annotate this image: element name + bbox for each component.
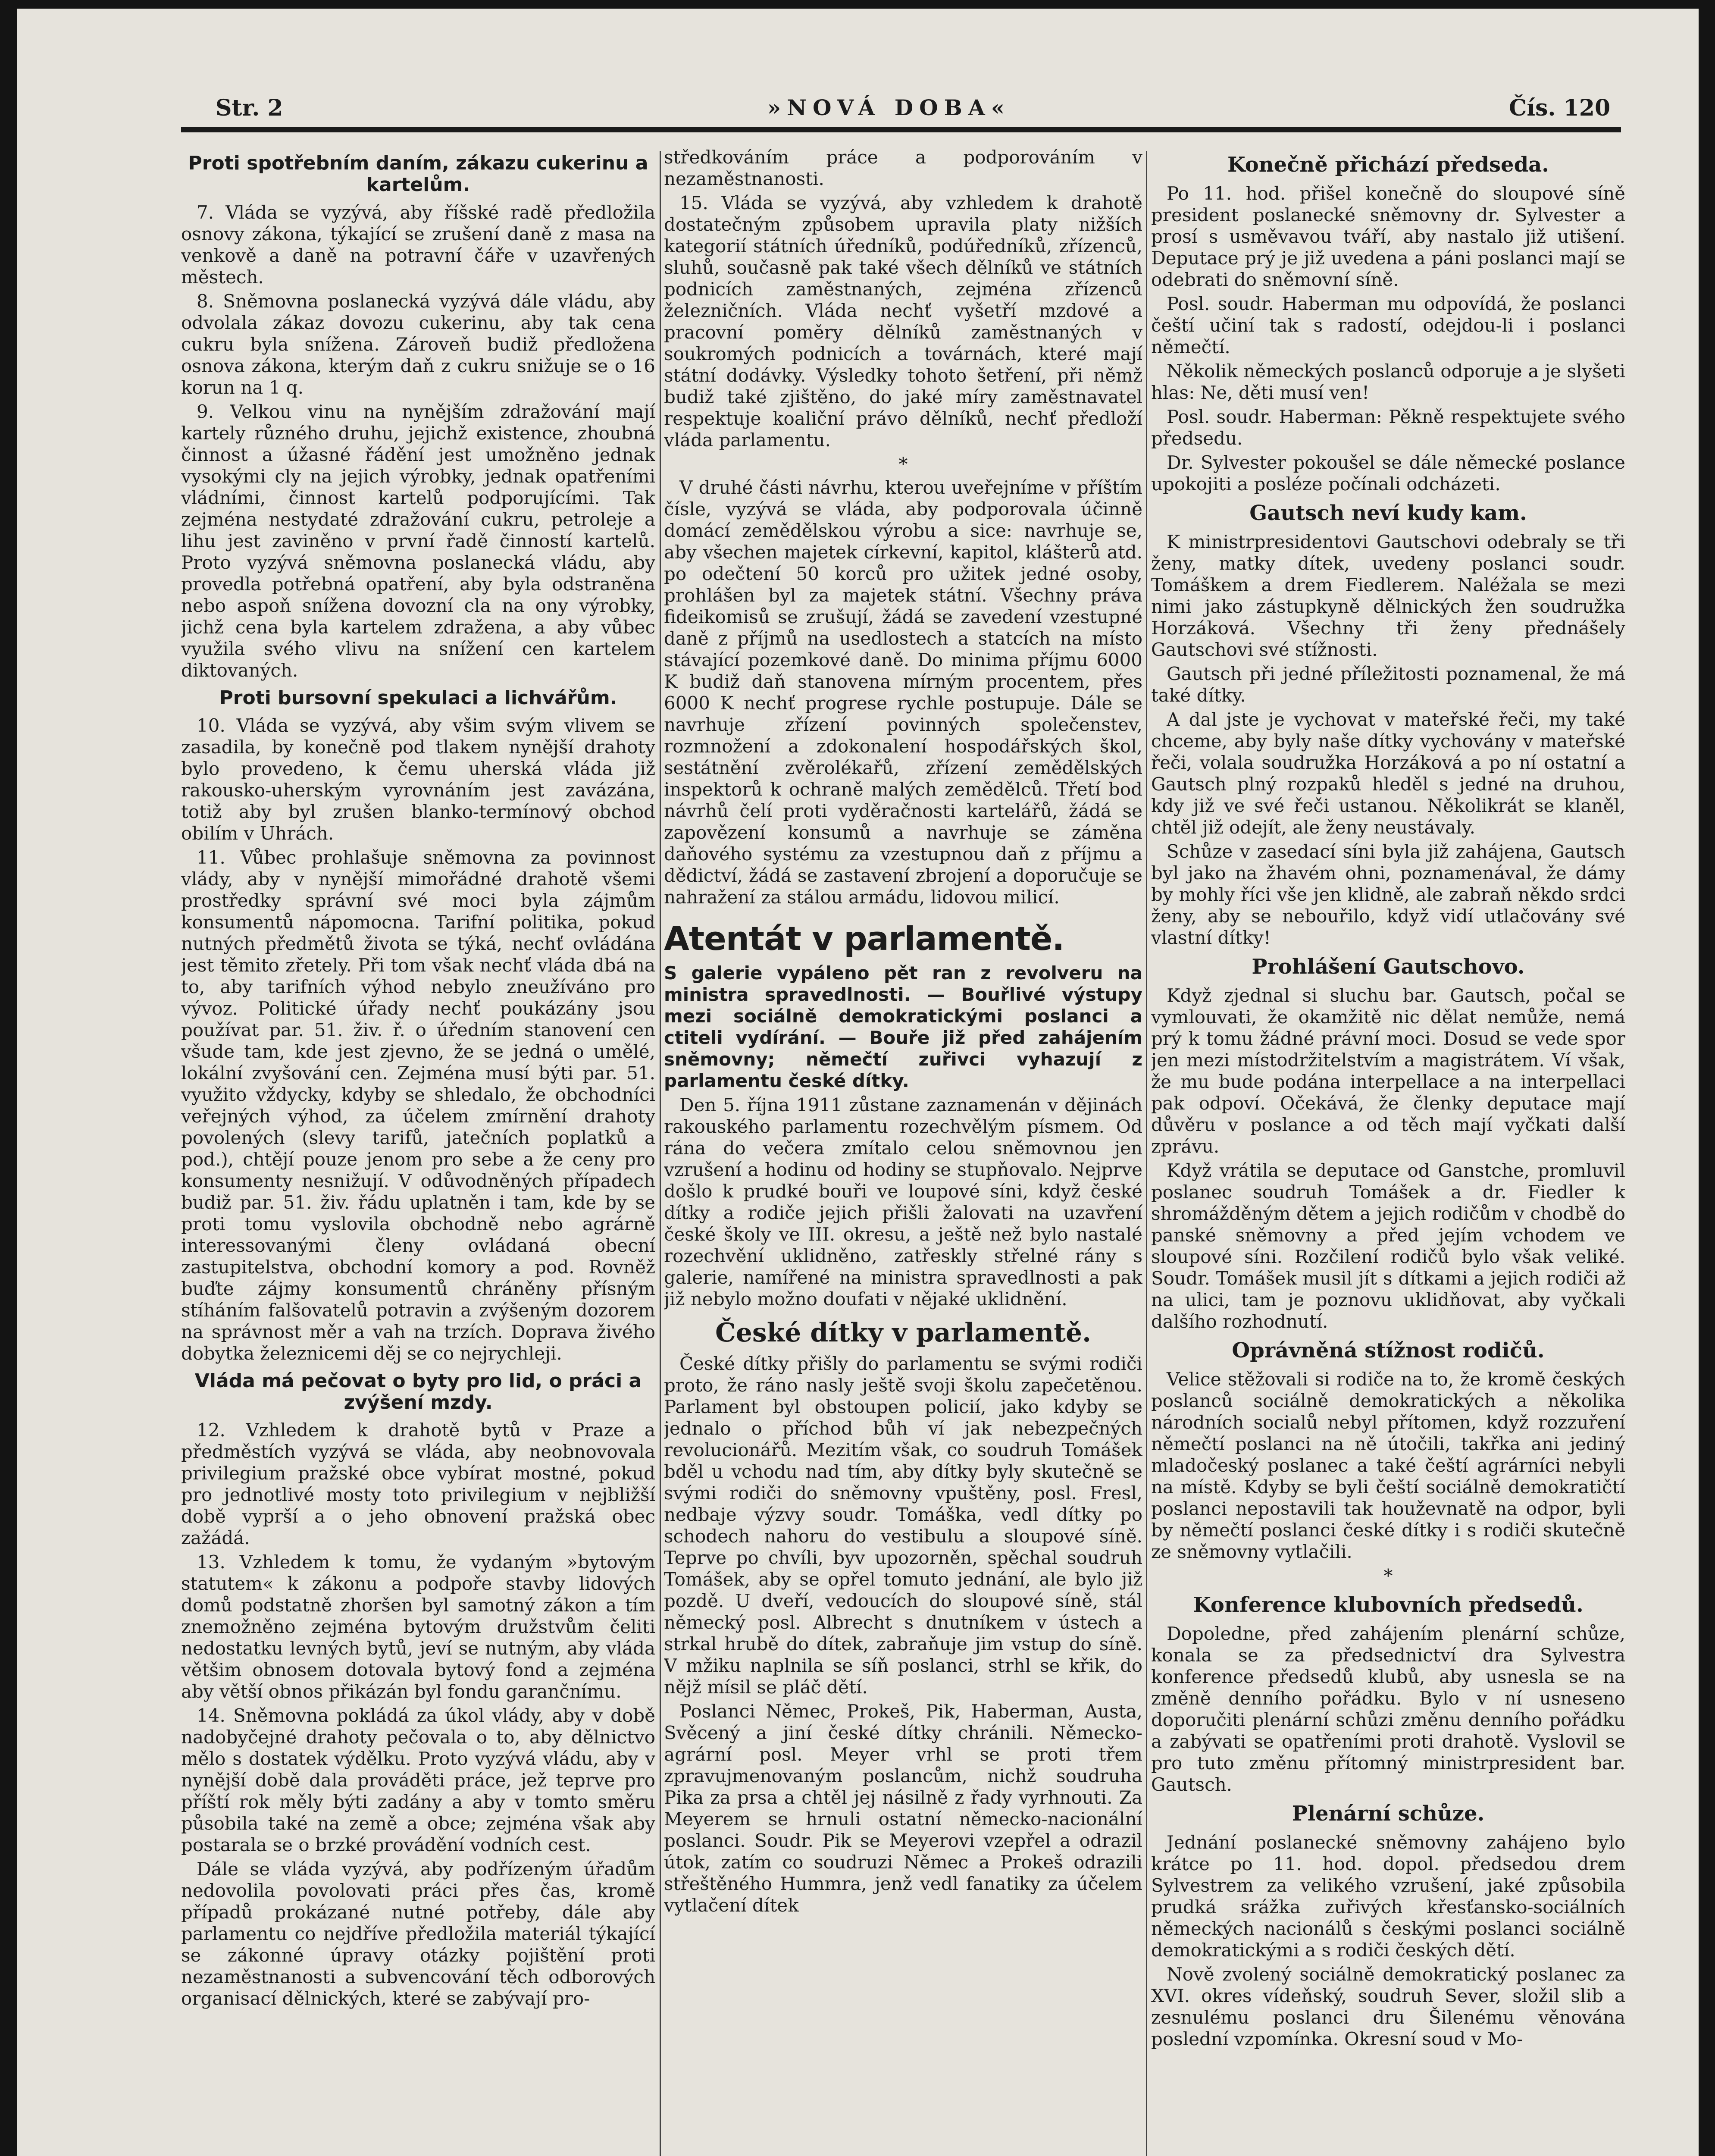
section-heading: Oprávněná stížnost rodičů. — [1232, 1338, 1545, 1363]
page-number: Str. 2 — [216, 95, 283, 121]
paragraph: K ministrpresidentovi Gautschovi odebraly se tři ženy, matky dítek, uvedeny poslanci soudr. Tomáškem a drem Fiedlerem. Naléžala se mezi nimi jako zástupkyně dělnických žen soudružka Horzáková. Všechny tři ženy přednášely Gautschovi své stížnosti. — [1151, 531, 1625, 660]
section-heading: Proti spotřebním daním, zákazu cukerinu a kartelům. — [188, 152, 648, 196]
column-2 — [664, 147, 1142, 2156]
paragraph: 13. Vzhledem k tomu, že vydaným »bytovým statutem« k zákonu a podpoře stavby lidových domů podstatně zhoršen byl samotný zákon a tím znemožněno zejména bytovým družstvům čeliti nedostatku levných bytů, jeví se nutným, aby vláda většim obnosem dotovala bytový fond a zejména aby větší obnos přikázán byl fondu garančnímu. — [181, 1551, 655, 1702]
separator: * — [1383, 1565, 1393, 1586]
paragraph: Nově zvolený sociálně demokratický poslanec za XVI. okres vídeňský, soudruh Sever, složil slib a zesnulému poslanci dru Šilenému věnována poslední vzpomínka. Okresní soud v Mo- — [1151, 1964, 1625, 2049]
paragraph: Když zjednal si sluchu bar. Gautsch, počal se vymlouvati, že okamžitě nic dělat nemůže, nemá prý k tomu žádné právní moci. Dosud se vede spor jen mezi místodržitelstvím a magistrátem. Ví však, že mu bude podána interpellace a na interpellaci pak odpoví. Očekává, že členky deputace mají důvěru v poslance a od těch mají vyčkati další zprávu. — [1151, 985, 1625, 1157]
main-headline: Atentát v parlamentě. — [664, 919, 1064, 958]
paragraph: Dopoledne, před zahájením plenární schůze, konala se za předsednictví dra Sylvestra konference předsedů klubů, aby usnesla se na změně denního pořádku. Bylo v ní usneseno doporučiti plenární schůzi změnu denního pořádku a zabývati se opatřeními proti drahotě. Vyslovil se pro tuto změnu přítomný ministrpresident bar. Gautsch. — [1151, 1623, 1625, 1795]
paragraph: 14. Sněmovna pokládá za úkol vlády, aby v době nadobyčejné drahoty pečovala o to, aby dělnictvo mělo s dostatek výdělku. Proto vyzývá vládu, aby v nynější době dala prováděti práce, jež teprve pro příští rok měly býti zadány a aby v tomto směru působila také na země a obce; zejména však aby postarala se o brzké provádění vodních cest. — [181, 1705, 655, 1855]
paragraph: 10. Vláda se vyzývá, aby všim svým vlivem se zasadila, by konečně pod tlakem nynější drahoty bylo provedeno, k čemu uherská vláda již rakousko-uherským vyrovnáním jest zavázána, totiž aby byl zrušen blanko-termínový obchod obilím v Uhrách. — [181, 715, 655, 844]
paragraph: Velice stěžovali si rodiče na to, že kromě českých poslanců sociálně demokratických a několika národních socialů nebyl přítomen, když rozzuření němečtí poslanci na ně útočili, takřka ani jediný mladočeský poslanec a také čeští agrárníci nebyli na místě. Kdyby se byli čeští sociálně demokratičtí poslanci nepostavili tak houževnatě na odpor, byli by němečtí poslanci české dítky i s rodiči skutečně ze sněmovny vytlačili. — [1151, 1369, 1625, 1562]
paragraph: 8. Sněmovna poslanecká vyzývá dále vládu, aby odvolala zákaz dovozu cukerinu, aby tak cena cukru byla snížena. Zároveň budiž předložena osnova zákona, kterým daň z cukru snižuje se o 16 korun na 1 q. — [181, 291, 655, 398]
paragraph: A dal jste je vychovat v mateřské řeči, my také chceme, aby byly naše dítky vychovány v mateřské řeči, volala soudružka Horzáková a po ní ostatní a Gautsch plný rozpaků hleděl s jedné na druhou, kdy již ve své řeči ustanou. Několikrát se klaněl, chtěl již odejít, ale ženy neustávaly. — [1151, 709, 1625, 838]
paragraph: 7. Vláda se vyzývá, aby říšské radě předložila osnovy zákona, týkající se zrušení daně z masa na venkově a daně na potravní čáře v uzavřených městech. — [181, 202, 655, 288]
paragraph: Poslanci Němec, Prokeš, Pik, Haberman, Austa, Svěcený a jiní české dítky chránili. Německo-agrární posl. Meyer vrhl se proti třem zpravujmenovaným poslancům, nichž soudruha Pika za prsa a chtěl jej násilně z řady vyrhnouti. Za Meyerem se hrnuli ostatní německo-nacionální poslanci. Soudr. Pik se Meyerovi vzepřel a odrazil útok, zatím co soudruzi Němec a Prokeš odrazili střeštěného Hummra, jenž vedl fanatiky za účelem vytlačení dítek — [664, 1701, 1142, 1916]
column-1 — [181, 147, 655, 2156]
paragraph: 12. Vzhledem k drahotě bytů v Praze a předměstích vyzývá se vláda, aby neobnovovala privilegium pražské obce vybírat mostné, pokud pro jednotlivé mosty toto privilegium v nejbližší době vyprší a o jeho obnovení pražská obec zažádá. — [181, 1420, 655, 1548]
section-heading: Konečně přichází předseda. — [1227, 153, 1549, 177]
headline-deck: S galerie vypáleno pět ran z revolveru na ministra spravedlnosti. — Bouřlivé výstupy mezi sociálně demokratickými poslanci a ctiteli vydírání. — Bouře již před zahájením sněmovny; němečtí zuřivci vyhazují z parlamentu české dítky. — [664, 962, 1142, 1091]
paragraph: V druhé části návrhu, kterou uveřejníme v příštím čísle, vyzývá se vláda, aby podporovala účinně domácí zemědělskou výrobu a sice: navrhuje se, aby všechen majetek církevní, kapitol, klášterů atd. po odečtení 50 korců pro užitek jedné osoby, prohlášen byl za majetek státní. Všechny práva fideikomisů se zrušují, žádá se zavedení vzestupné daně z příjmů na usedlostech a statcích na místo stávající pozemkové daně. Do minima příjmu 6000 K budiž daň stanovena mírným procentem, přes 6000 K nechť progrese rychle postupuje. Dále se navrhuje zřízení povinných společenstev, rozmnožení a zdokonalení hospodářských škol, sestátnění zvěrolékařů, zřízení zemědělských inspektorů k ochraně malých zemědělců. Třetí bod návrhů čelí proti vyděračnosti kartelářů, žádá se zapovězení konsumů a navrhuje se záměna daňového systému za vzestupnou daň z příjmu a dědictví, žádá se zastavení zbrojení a doporučuje se nahražení za stálou armádu, lidovou milicí. — [664, 477, 1142, 908]
paragraph: 11. Vůbec prohlašuje sněmovna za povinnost vlády, aby v nynější mimořádné drahotě všemi prostředky správní své moci byla zájmům konsumentů nápomocna. Tarifní politika, pokud nutných předmětů života se týká, nechť ovládána jest těmito zřetely. Při tom však nechť vláda dbá na to, aby tarifních výhod nebylo zneužíváno pro vývoz. Politické úřady nechť poukázány jsou používat par. 51. živ. ř. o úředním stanovení cen všude tam, kde jest zjevno, že se jedná o umělé, lokální zvyšování cen. Zejména musí býti par. 51. využito vždycky, kdyby se shledalo, že obchodníci veřejných výhod, za účelem zmírnění drahoty povolených (slevy tarifů, jatečních poplatků a pod.), chtějí pouze jenom pro sebe a že ceny pro konsumenty nesnižují. V odůvodněných případech budiž par. 51. živ. řádu uplatněn i tam, kde by se proti tomu vyslovila obchodně nebo agrárně interessovanými členy ovládaná obecní zastupitelstva, obchodní komory a pod. Rovněž buďte zájmy konsumentů chráněny přísným stíháním falšovatelů potravin a zvýšeným dozorem na správnost měr a vah na trzích. Doprava živého dobytka železnicemi děj se co nejrychleji. — [181, 847, 655, 1364]
section-heading: Plenární schůze. — [1292, 1802, 1485, 1826]
issue-number: Čís. 120 — [1509, 95, 1611, 121]
newspaper-title: »NOVÁ DOBA« — [767, 95, 1011, 120]
section-heading: Vláda má pečovat o byty pro lid, o práci a zvýšení mzdy. — [194, 1370, 642, 1413]
page-header — [34, 9, 1664, 121]
separator: * — [898, 454, 908, 475]
section-heading: Konference klubovních předsedů. — [1193, 1593, 1584, 1617]
paragraph: Po 11. hod. přišel konečně do sloupové síně president poslanecké sněmovny dr. Sylvester a prosí s usměvavou tváří, aby nastalo již utišení. Deputace prý je již uvedena a páni poslanci mají se odebrati do sněmovní síně. — [1151, 183, 1625, 290]
paragraph: Posl. soudr. Haberman: Pěkně respektujete svého předsedu. — [1151, 406, 1625, 449]
paragraph: Schůze v zasedací síni byla již zahájena, Gautsch byl jako na žhavém ohni, poznamenával, že dámy by mohly říci vše jen klidně, ale zabraň někdo srdci ženy, aby se nebouřilo, když vidí utlačovány své vlastní dítky! — [1151, 841, 1625, 948]
paragraph: Když vrátila se deputace od Ganstche, promluvil poslanec soudruh Tomášek a dr. Fiedler k shromážděným dětem a jejich rodičům v chodbě do panské sněmovny a před jejím vchodem ve sloupové síni. Rozčilení rodičů bylo však veliké. Soudr. Tomášek musil jít s dítkami a jejich rodiči až na ulici, tam je poznovu uklidňovat, aby vyčkali dalšího rozhodnutí. — [1151, 1160, 1625, 1332]
column-divider — [1146, 151, 1147, 2156]
section-heading: Gautsch neví kudy kam. — [1249, 501, 1527, 525]
paragraph: Den 5. října 1911 zůstane zaznamenán v dějinách rakouského parlamentu rozechvělým písmem. Od rána do večera zmítalo celou sněmovnou jen vzrušení a hodinu od hodiny se stupňovalo. Nejprve došlo k prudké bouři ve loupové síni, když české dítky a rodiče jejich přišli žalovati na uzavření české školy ve III. okresu, a ještě než bylo nastalé rozechvění uklidněno, zatřeskly střelné rány s galerie, namířené na ministra spravedlnosti a pak již nebylo možno doufati v nějaké uklidnění. — [664, 1094, 1142, 1310]
paragraph: 15. Vláda se vyzývá, aby vzhledem k drahotě dostatečným způsobem upravila platy nižších kategorií státních úředníků, podúředníků, zřízenců, sluhů, současně pak také všech dělníků ve státních podnicích zaměstnaných, zejména zřízenců železničních. Vláda nechť vyšetří mzdové a pracovní poměry dělníků zaměstnaných v soukromých podnicích a továrnách, které mají státní dodávky. Výsledky tohoto šetření, při němž budiž také zjištěno, do jaké míry zaměstnavatel respektuje koaliční právo dělníků, nechť předloží vláda parlamentu. — [664, 192, 1142, 451]
paragraph: Dr. Sylvester pokoušel se dále německé poslance upokojiti a posléze počínali odcházeti. — [1151, 452, 1625, 495]
paragraph: 9. Velkou vinu na nynějším zdražování mají kartely různého druhu, jejichž existence, zhoubná činnost a úžasné řádění jest umožněno jednak vysokými cly na jejich výrobky, jednak opatřeními vládními, činnost kartelů podporujícími. Tak zejména nestydaté zdražování cukru, petroleje a lihu jest zaviněno v první řadě činností kartelů. Proto vyzývá sněmovna poslanecká vládu, aby provedla potřebná opatření, aby byla odstraněna nebo aspoň snížena dovozní cla na ony výrobky, jichž cena byla kartelem zdražena, a aby vůbec využila svého vlivu na snížení cen kartelem diktovaných. — [181, 401, 655, 681]
section-heading: Prohlášení Gautschovo. — [1252, 955, 1525, 979]
header-rule — [181, 127, 1621, 132]
paragraph: Gautsch při jedné příležitosti poznamenal, že má také dítky. — [1151, 663, 1625, 706]
section-heading: Proti bursovní spekulaci a lichvářům. — [219, 687, 617, 709]
column-divider — [660, 151, 661, 2156]
paragraph: Několik německých poslanců odporuje a je slyšeti hlas: Ne, děti musí ven! — [1151, 360, 1625, 403]
paragraph: středkováním práce a podporováním v nezaměstnanosti. — [664, 147, 1142, 189]
paragraph: Posl. soudr. Haberman mu odpovídá, že poslanci čeští učiní tak s radostí, odejdou-li i poslanci němečtí. — [1151, 293, 1625, 357]
column-3 — [1151, 147, 1625, 2156]
paragraph: České dítky přišly do parlamentu se svými rodiči proto, že ráno nasly ještě svoji školu zapečetěnou. Parlament byl obstoupen policií, jako kdyby se jednalo o příchod bůh ví jak nebezpečných revolucionářů. Mezitím však, co soudruh Tomášek bděl u vchodu nad tím, aby dítky byly skutečně se svými rodiči do sněmovny vpuštěny, posl. Fresl, nedbaje výzvy soudr. Tomáška, vedl dítky po schodech nahoru do vestibulu a sloupové síně. Teprve po chvíli, byv upozorněn, spěchal soudruh Tomášek, aby se opřel tomuto jednání, ale bylo již pozdě. U dveří, vedoucích do sloupové síně, stál německý posl. Albrecht s dnutníkem v ústech a strkal hrubě do dítek, zabraňuje jim vstup do síně. V mžiku naplnila se síň poslanci, strhl se křik, do nějž mísil se pláč dětí. — [664, 1353, 1142, 1698]
paragraph: Dále se vláda vyzývá, aby podřízeným úřadům nedovolila povolovati práci přes čas, kromě případů prokázané nutné potřeby, dále aby parlamentu co nejdříve předložila materiál týkající se zákonné úpravy otázky pojištění proti nezaměstnanosti a subvencování těch odborových organisací dělnických, které se zabývají pro- — [181, 1858, 655, 2009]
newspaper-page — [17, 9, 1699, 2156]
paragraph: Jednání poslanecké sněmovny zahájeno bylo krátce po 11. hod. dopol. předsedou drem Sylvestrem za velikého vzrušení, jaké způsobila prudká srážka zuřivých křesťansko-sociálních německých nacionálů s českými poslanci sociálně demokratickými a s rodiči českých dětí. — [1151, 1832, 1625, 1961]
section-headline: České dítky v parlamentě. — [715, 1318, 1092, 1348]
